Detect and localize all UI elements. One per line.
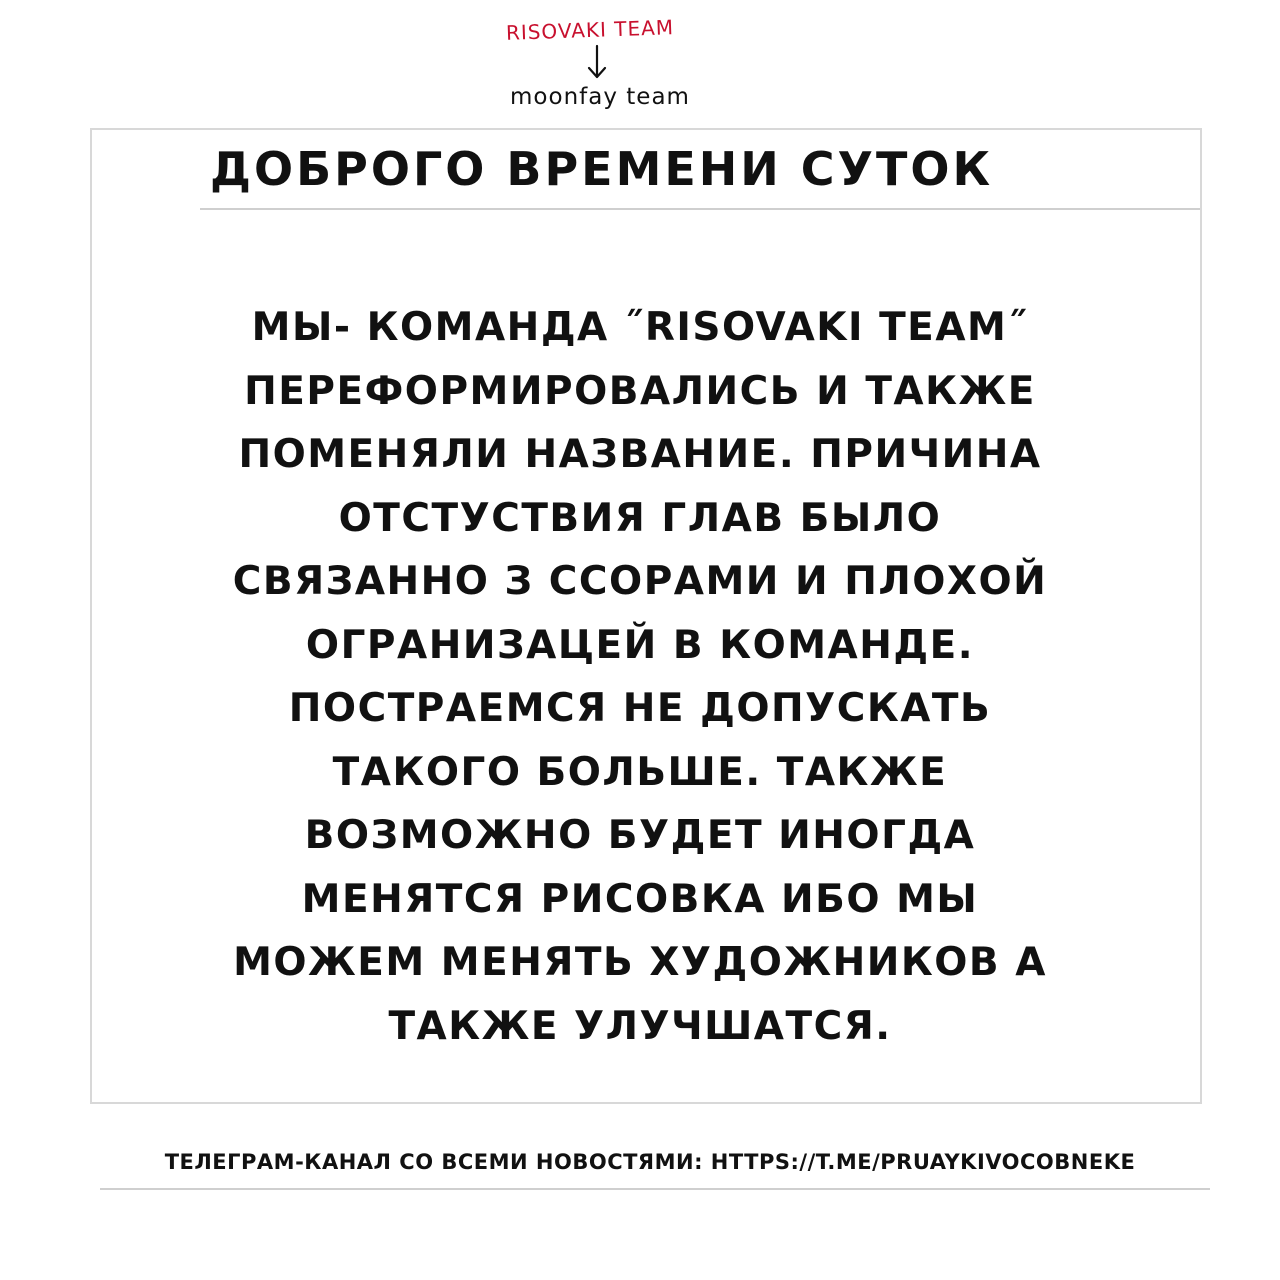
footer-divider bbox=[100, 1188, 1210, 1190]
body-line: ПЕРЕФОРМИРОВАЛИСЬ И ТАКЖЕ bbox=[244, 368, 1036, 414]
heading-divider bbox=[200, 208, 1200, 210]
body-line: ОТСТУСТВИЯ ГЛАВ БЫЛО bbox=[338, 495, 942, 541]
body-line: ПОМЕНЯЛИ НАЗВАНИЕ. ПРИЧИНА bbox=[238, 432, 1042, 477]
page-title: ДОБРОГО ВРЕМЕНИ СУТОК bbox=[210, 142, 994, 196]
body-line: ТАКОГО БОЛЬШЕ. ТАКЖЕ bbox=[332, 749, 948, 795]
old-team-name: RISOVAKI TEAM bbox=[505, 15, 675, 45]
body-line: МЕНЯТСЯ РИСОВКА ИБО МЫ bbox=[301, 876, 979, 922]
announcement-body bbox=[130, 296, 1150, 1058]
body-line: ТАКЖЕ УЛУЧШАТСЯ. bbox=[388, 1003, 892, 1049]
body-line: ОГРАНИЗАЦЕЙ В КОМАНДЕ. bbox=[305, 622, 975, 668]
arrow-down-icon bbox=[582, 42, 612, 82]
telegram-channel-link[interactable]: ТЕЛЕГРАМ-КАНАЛ СО ВСЕМИ НОВОСТЯМИ: HTTPS://T.ME/PRUAYKIVOCOBNEKE bbox=[164, 1150, 1136, 1174]
new-team-name: moonfay team bbox=[510, 84, 690, 110]
body-line: ВОЗМОЖНО БУДЕТ ИНОГДА bbox=[304, 813, 976, 858]
body-line: МЫ- КОМАНДА ˝RISOVAKI TEAM˝ bbox=[251, 305, 1029, 350]
body-line: МОЖЕМ МЕНЯТЬ ХУДОЖНИКОВ А bbox=[233, 940, 1047, 985]
body-line: СВЯЗАННО З ССОРАМИ И ПЛОХОЙ bbox=[232, 559, 1048, 604]
body-line: ПОСТРАЕМСЯ НЕ ДОПУСКАТЬ bbox=[288, 686, 992, 731]
